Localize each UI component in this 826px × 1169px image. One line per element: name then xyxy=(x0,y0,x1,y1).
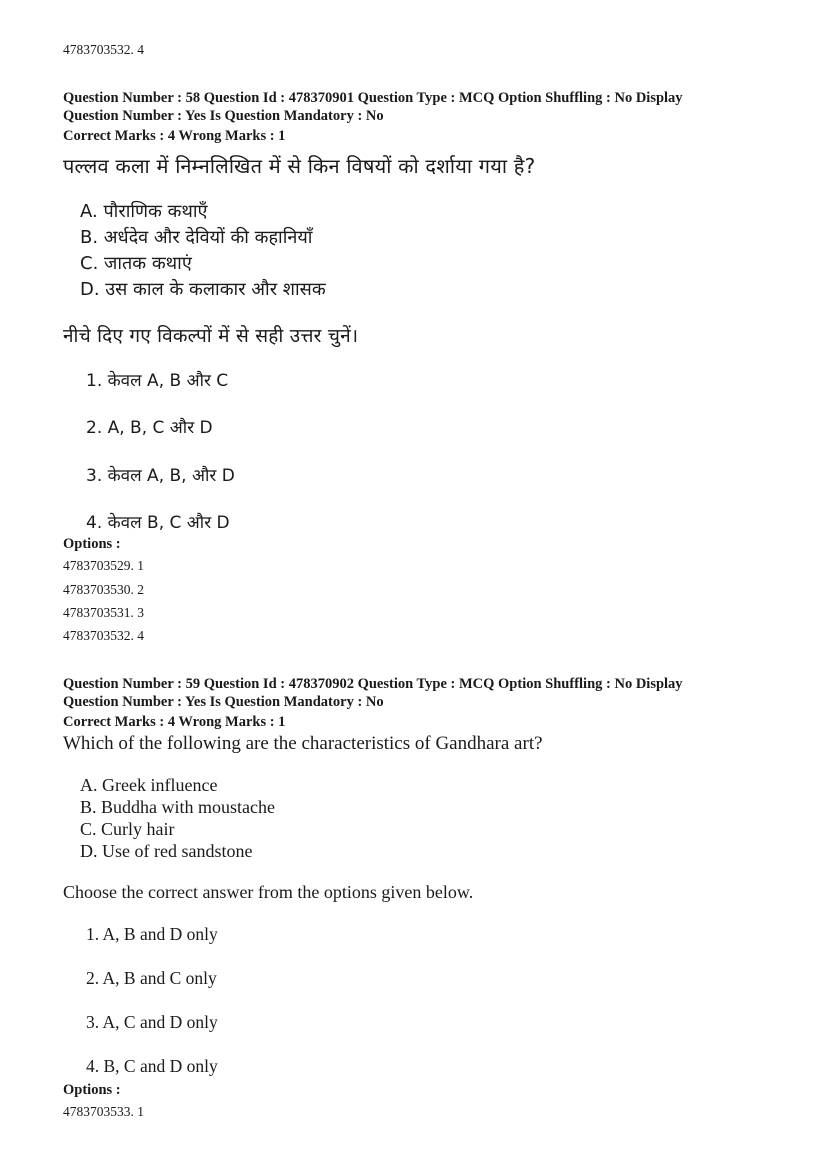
question-meta-line-1: Question Number : 59 Question Id : 478370902 Question Type : MCQ Option Shuffling : No Display xyxy=(63,676,683,692)
option-code-2: 4783703530. 2 xyxy=(63,582,144,597)
choice-1: 1. केवल A, B और C xyxy=(86,371,229,391)
question-text: Which of the following are the characteristics of Gandhara art? xyxy=(63,733,543,754)
choice-2: 2. A, B, C और D xyxy=(86,418,213,438)
option-code-1: 4783703529. 1 xyxy=(63,558,144,573)
statement-d: D. Use of red sandstone xyxy=(80,841,253,861)
question-meta-line-2: Question Number : Yes Is Question Mandatory : No xyxy=(63,108,384,124)
instruction-text: Choose the correct answer from the options given below. xyxy=(63,882,474,902)
choice-3: 3. केवल A, B, और D xyxy=(86,466,235,486)
question-meta-line-2: Question Number : Yes Is Question Mandatory : No xyxy=(63,694,384,710)
statement-d: D. उस काल के कलाकार और शासक xyxy=(80,279,326,300)
question-text: पल्लव कला में निम्नलिखित में से किन विषयों को दर्शाया गया है? xyxy=(63,154,536,178)
option-code-3: 4783703531. 3 xyxy=(63,605,144,620)
statement-a: A. Greek influence xyxy=(80,775,218,795)
option-code-4: 4783703532. 4 xyxy=(63,628,144,643)
statement-c: C. जातक कथाएं xyxy=(80,253,192,274)
choice-2: 2. A, B and C only xyxy=(86,968,217,988)
choice-3: 3. A, C and D only xyxy=(86,1012,218,1032)
question-marks-line: Correct Marks : 4 Wrong Marks : 1 xyxy=(63,714,286,730)
choice-1: 1. A, B and D only xyxy=(86,924,218,944)
question-meta-line-1: Question Number : 58 Question Id : 478370901 Question Type : MCQ Option Shuffling : No Display xyxy=(63,90,683,106)
instruction-text: नीचे दिए गए विकल्पों में से सही उत्तर चुनें। xyxy=(63,325,359,347)
options-label: Options : xyxy=(63,1082,121,1098)
choice-4: 4. केवल B, C और D xyxy=(86,513,230,533)
statement-a: A. पौराणिक कथाएँ xyxy=(80,201,208,222)
option-code-1: 4783703533. 1 xyxy=(63,1104,144,1119)
choice-4: 4. B, C and D only xyxy=(86,1056,218,1076)
previous-option-code: 4783703532. 4 xyxy=(63,42,144,57)
question-marks-line: Correct Marks : 4 Wrong Marks : 1 xyxy=(63,128,286,144)
statement-c: C. Curly hair xyxy=(80,819,175,839)
statement-b: B. अर्धदेव और देवियों की कहानियाँ xyxy=(80,227,313,248)
options-label: Options : xyxy=(63,536,121,552)
statement-b: B. Buddha with moustache xyxy=(80,797,275,817)
